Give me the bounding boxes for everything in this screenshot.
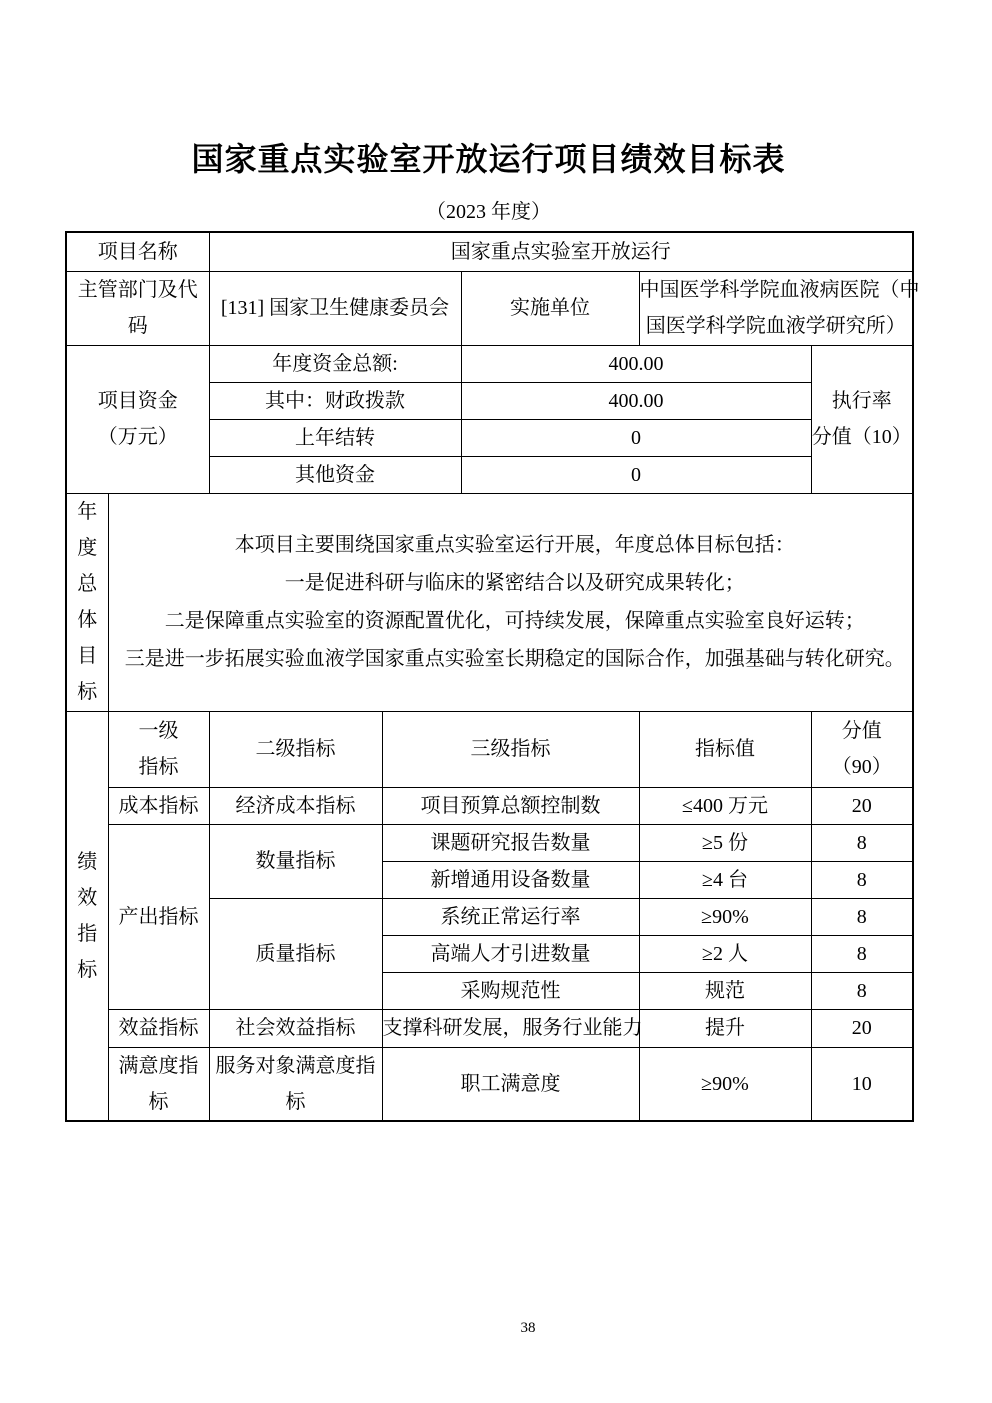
- satisfaction-l1-line2: 标: [148, 1090, 169, 1113]
- page-number: 38: [520, 1320, 536, 1336]
- page-subtitle: （2023 年度）: [426, 201, 551, 223]
- quality-row1-value-cell: ≥90%: [639, 898, 811, 935]
- indicators-char: 绩: [77, 850, 98, 873]
- quantity-row2-score-cell: 8: [811, 861, 913, 898]
- quantity-row1-value-cell: ≥5 份: [639, 824, 811, 861]
- annual-goal-line: 二是保障重点实验室的资源配置优化，可持续发展，保障重点实验室良好运转；: [164, 610, 865, 632]
- funding-fiscal-label-cell: 其中：财政拨款: [209, 382, 461, 419]
- funding-other-value-cell: 0: [461, 456, 811, 493]
- annual-goal-vertical-label: [67, 494, 108, 711]
- annual-goal-char: 体: [77, 609, 98, 631]
- indicators-char: 标: [77, 958, 98, 981]
- dept-label-line2: 码: [127, 315, 148, 337]
- quality-row3-score-cell: 8: [811, 972, 913, 1009]
- indicators-char: 效: [77, 886, 98, 909]
- header-level1-cell: [108, 711, 209, 787]
- header-score-line1: 分值: [841, 720, 882, 742]
- quality-row2-value-cell: ≥2 人: [639, 935, 811, 972]
- annual-goal-label-cell: [66, 493, 108, 711]
- annual-goal-char: 标: [77, 681, 98, 703]
- annual-goal-line: 本项目主要围绕国家重点实验室运行开展，年度总体目标包括：: [234, 534, 795, 556]
- annual-goal-char: 目: [77, 645, 98, 667]
- funding-label-line1: 项目资金: [97, 390, 178, 412]
- table-row: [66, 232, 913, 271]
- quality-row3-value-cell: 规范: [639, 972, 811, 1009]
- page-title: 国家重点实验室开放运行项目绩效目标表: [191, 141, 786, 177]
- header-level2-cell: 二级指标: [209, 711, 382, 787]
- table-row: [66, 1047, 913, 1121]
- header-score-line2: （90）: [831, 756, 892, 778]
- funding-carryover-label-cell: 上年结转: [209, 419, 461, 456]
- satisfaction-l3-cell: 职工满意度: [382, 1047, 639, 1121]
- funding-carryover-value-cell: 0: [461, 419, 811, 456]
- benefit-score-cell: 20: [811, 1009, 913, 1047]
- quality-row1-score-cell: 8: [811, 898, 913, 935]
- cost-l1-cell: 成本指标: [108, 787, 209, 824]
- cost-l3-cell: 项目预算总额控制数: [382, 787, 639, 824]
- dept-value-cell: [131] 国家卫生健康委员会: [209, 271, 461, 345]
- header-value-cell: 指标值: [639, 711, 811, 787]
- performance-target-table: [65, 231, 920, 1122]
- table-row: [66, 711, 913, 787]
- annual-goal-char: 总: [77, 573, 98, 595]
- quality-row2-l3-cell: 高端人才引进数量: [382, 935, 639, 972]
- quantity-row2-l3-cell: 新增通用设备数量: [382, 861, 639, 898]
- indicators-section-label-cell: [66, 711, 108, 1121]
- quality-row3-l3-cell: 采购规范性: [382, 972, 639, 1009]
- indicators-char: 指: [77, 922, 98, 945]
- quality-l2-cell: 质量指标: [209, 898, 382, 1009]
- benefit-l1-cell: 效益指标: [108, 1009, 209, 1047]
- satisfaction-score-cell: 10: [811, 1047, 913, 1121]
- project-name-value-cell: 国家重点实验室开放运行: [209, 232, 913, 271]
- quantity-row2-value-cell: ≥4 台: [639, 861, 811, 898]
- benefit-l2-cell: 社会效益指标: [209, 1009, 382, 1047]
- annual-goal-char: 年: [77, 501, 98, 523]
- table-row: [66, 824, 913, 861]
- dept-label-cell: [66, 271, 209, 345]
- satisfaction-l1-line1: 满意度指: [118, 1054, 199, 1077]
- header-level3-cell: 三级指标: [382, 711, 639, 787]
- table-row: [66, 493, 913, 711]
- funding-total-value-cell: 400.00: [461, 345, 811, 382]
- annual-goal-line: 一是促进科研与临床的紧密结合以及研究成果转化；: [284, 572, 745, 594]
- output-l1-cell: 产出指标: [108, 824, 209, 1009]
- cost-value-cell: ≤400 万元: [639, 787, 811, 824]
- quantity-row1-score-cell: 8: [811, 824, 913, 861]
- benefit-l3-cell: 支撑科研发展，服务行业能力: [382, 1009, 639, 1047]
- annual-goal-text-cell: [108, 493, 913, 711]
- indicators-vertical-label: [67, 712, 108, 1120]
- cost-l2-cell: 经济成本指标: [209, 787, 382, 824]
- table-row: [66, 345, 913, 382]
- header-level1-line2: 指标: [138, 756, 179, 778]
- execution-rate-line1: 执行率: [831, 390, 892, 412]
- satisfaction-l2-cell: [209, 1047, 382, 1121]
- quality-row1-l3-cell: 系统正常运行率: [382, 898, 639, 935]
- funding-other-label-cell: 其他资金: [209, 456, 461, 493]
- benefit-value-cell: 提升: [639, 1009, 811, 1047]
- impl-label-cell: 实施单位: [461, 271, 639, 345]
- funding-label-line2: （万元）: [97, 426, 178, 448]
- satisfaction-value-cell: ≥90%: [639, 1047, 811, 1121]
- quantity-l2-cell: 数量指标: [209, 824, 382, 898]
- funding-fiscal-value-cell: 400.00: [461, 382, 811, 419]
- satisfaction-l2-line2: 标: [285, 1090, 306, 1113]
- quality-row2-score-cell: 8: [811, 935, 913, 972]
- header-score-cell: [811, 711, 913, 787]
- annual-goal-line: 三是进一步拓展实验血液学国家重点实验室长期稳定的国际合作，加强基础与转化研究。: [124, 648, 905, 670]
- funding-label-cell: [66, 345, 209, 493]
- project-name-label-cell: 项目名称: [66, 232, 209, 271]
- impl-value-line2: 国医学科学院血液学研究所）: [645, 315, 906, 337]
- table-row: [66, 787, 913, 824]
- impl-value-cell: [639, 271, 920, 345]
- impl-value-line1: 中国医学科学院血液病医院（中: [639, 279, 920, 301]
- annual-goal-char: 度: [77, 537, 98, 559]
- execution-rate-line2: 分值（10）: [811, 426, 912, 448]
- satisfaction-l2-line1: 服务对象满意度指: [215, 1054, 376, 1077]
- funding-total-label-cell: 年度资金总额:: [209, 345, 461, 382]
- table-row: [66, 271, 913, 345]
- quantity-row1-l3-cell: 课题研究报告数量: [382, 824, 639, 861]
- table-row: [66, 1009, 913, 1047]
- dept-label-line1: 主管部门及代: [77, 279, 198, 301]
- header-level1-line1: 一级: [138, 720, 179, 742]
- execution-rate-cell: [811, 345, 913, 493]
- cost-score-cell: 20: [811, 787, 913, 824]
- satisfaction-l1-cell: [108, 1047, 209, 1121]
